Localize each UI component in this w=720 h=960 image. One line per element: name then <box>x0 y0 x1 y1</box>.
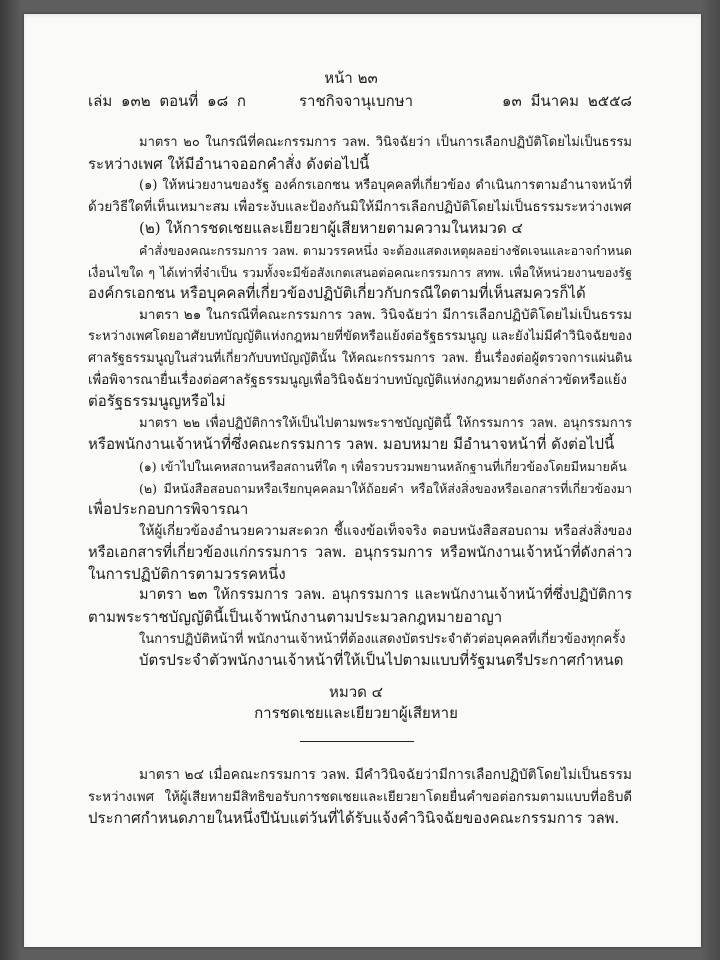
clause-line: (๒) มีหนังสือสอบถามหรือเรียกบุคคลมาให้ถ้อยคำ หรือให้ส่งสิ่งของหรือเอกสารที่เกี่ยวข้องมา <box>139 480 632 496</box>
page-number: หน้า ๒๓ <box>324 69 378 87</box>
gazette-title: ราชกิจจานุเบกษา <box>298 92 414 110</box>
volume-issue: เล่ม ๑๓๒ ตอนที่ ๑๘ ก <box>88 92 247 110</box>
section-24-heading-line: มาตรา ๒๔ เมื่อคณะกรรมการ วลพ. มีคำวินิจฉัยว่ามีการเลือกปฏิบัติโดยไม่เป็นธรรม <box>139 767 632 783</box>
chapter-number: หมวด ๔ <box>328 683 384 701</box>
clause-line: (๒) ให้การชดเชยและเยียวยาผู้เสียหายตามความในหมวด ๔ <box>139 219 523 238</box>
text-line: ในการปฏิบัติการตามวรรคหนึ่ง <box>88 564 286 583</box>
text-line: ระหว่างเพศ ให้ผู้เสียหายมีสิทธิขอรับการชดเชยและเยียวยาโดยยื่นคำขอต่อกรมตามแบบที่อธิบดี <box>88 789 632 805</box>
paragraph-line: บัตรประจำตัวพนักงานเจ้าหน้าที่ให้เป็นไปตามแบบที่รัฐมนตรีประกาศกำหนด <box>139 651 624 670</box>
text-line: ระหว่างเพศโดยอาศัยบทบัญญัติแห่งกฎหมายที่ขัดหรือแย้งต่อรัฐธรรมนูญ และยังไม่มีคำวินิจฉัยของ <box>88 329 632 345</box>
text-line: ศาลรัฐธรรมนูญในส่วนที่เกี่ยวกับบทบัญญัตินั้น ให้คณะกรรมการ วลพ. ยื่นเรื่องต่อผู้ตรวจการแผ่นดิน <box>88 350 632 366</box>
text-line: เพื่อพิจารณายื่นเรื่องต่อศาลรัฐธรรมนูญเพื่อวินิจฉัยว่าบทบัญญัติแห่งกฎหมายดังกล่าวขัดหรือแย้ง <box>88 372 627 388</box>
text-line: ตามพระราชบัญญัตินี้เป็นเจ้าพนักงานตามประมวลกฎหมายอาญา <box>88 608 503 627</box>
running-header <box>88 91 632 111</box>
chapter-title: การชดเชยและเยียวยาผู้เสียหาย <box>254 703 458 722</box>
text-line: เพื่อประกอบการพิจารณา <box>88 500 249 519</box>
paragraph-line: คำสั่งของคณะกรรมการ วลพ. ตามวรรคหนึ่ง จะต้องแสดงเหตุผลอย่างชัดเจนและอาจกำหนด <box>139 242 632 258</box>
chapter-heading <box>84 682 628 723</box>
text-line: ประกาศกำหนดภายในหนึ่งปีนับแต่วันที่ได้รับแจ้งคำวินิจฉัยของคณะกรรมการ วลพ. <box>88 809 620 828</box>
text-line: หรือเอกสารที่เกี่ยวข้องแก่กรรมการ วลพ. อนุกรรมการ หรือพนักงานเจ้าหน้าที่ดังกล่าว <box>88 544 632 562</box>
section-22-heading-line: มาตรา ๒๒ เพื่อปฏิบัติการให้เป็นไปตามพระราชบัญญัตินี้ ให้กรรมการ วลพ. อนุกรรมการ <box>139 415 632 431</box>
section-23-heading-line: มาตรา ๒๓ ให้กรรมการ วลพ. อนุกรรมการ และพนักงานเจ้าหน้าที่ซึ่งปฏิบัติการ <box>139 587 632 604</box>
text-line: ระหว่างเพศ ให้มีอำนาจออกคำสั่ง ดังต่อไปนี้ <box>88 154 370 173</box>
text-line: องค์กรเอกชน หรือบุคคลที่เกี่ยวข้องปฏิบัติเกี่ยวกับกรณีใดตามที่เห็นสมควรก็ได้ <box>88 284 586 303</box>
paragraph-line: ในการปฏิบัติหน้าที่ พนักงานเจ้าหน้าที่ต้องแสดงบัตรประจำตัวต่อบุคคลที่เกี่ยวข้องทุกครั้ง <box>139 631 626 647</box>
publication-date: ๑๓ มีนาคม ๒๕๕๘ <box>502 92 632 110</box>
clause-line: (๑) เข้าไปในเคหสถานหรือสถานที่ใด ๆ เพื่อรวบรวมพยานหลักฐานที่เกี่ยวข้องโดยมีหมายค้น <box>139 458 627 474</box>
text-line: เงื่อนไขใด ๆ ได้เท่าที่จำเป็น รวมทั้งจะมีข้อสังเกตเสนอต่อคณะกรรมการ สทพ. เพื่อให้หน่วยงานของรัฐ <box>88 264 632 280</box>
body-text <box>88 132 632 672</box>
paragraph-line: ให้ผู้เกี่ยวข้องอำนวยความสะดวก ชี้แจงข้อเท็จจริง ตอบหนังสือสอบถาม หรือส่งสิ่งของ <box>139 522 632 539</box>
text-line: ต่อรัฐธรรมนูญหรือไม่ <box>88 392 226 411</box>
body-text-chapter-4 <box>88 765 632 830</box>
text-line: ด้วยวิธีใดที่เห็นเหมาะสม เพื่อระงับและป้องกันมิให้มีการเลือกปฏิบัติโดยไม่เป็นธรรมระหว่างเพศ <box>88 198 632 215</box>
clause-line: (๑) ให้หน่วยงานของรัฐ องค์กรเอกชน หรือบุคคลที่เกี่ยวข้อง ดำเนินการตามอำนาจหน้าที่ <box>139 178 632 194</box>
section-21-heading-line: มาตรา ๒๑ ในกรณีที่คณะกรรมการ วลพ. วินิจฉัยว่า มีการเลือกปฏิบัติโดยไม่เป็นธรรม <box>139 306 632 323</box>
section-20-heading-line: มาตรา ๒๐ ในกรณีที่คณะกรรมการ วลพ. วินิจฉัยว่า เป็นการเลือกปฏิบัติโดยไม่เป็นธรรม <box>139 135 632 150</box>
text-line: หรือพนักงานเจ้าหน้าที่ซึ่งคณะกรรมการ วลพ. มอบหมาย มีอำนาจหน้าที่ ดังต่อไปนี้ <box>88 435 615 454</box>
chapter-divider <box>300 741 414 742</box>
